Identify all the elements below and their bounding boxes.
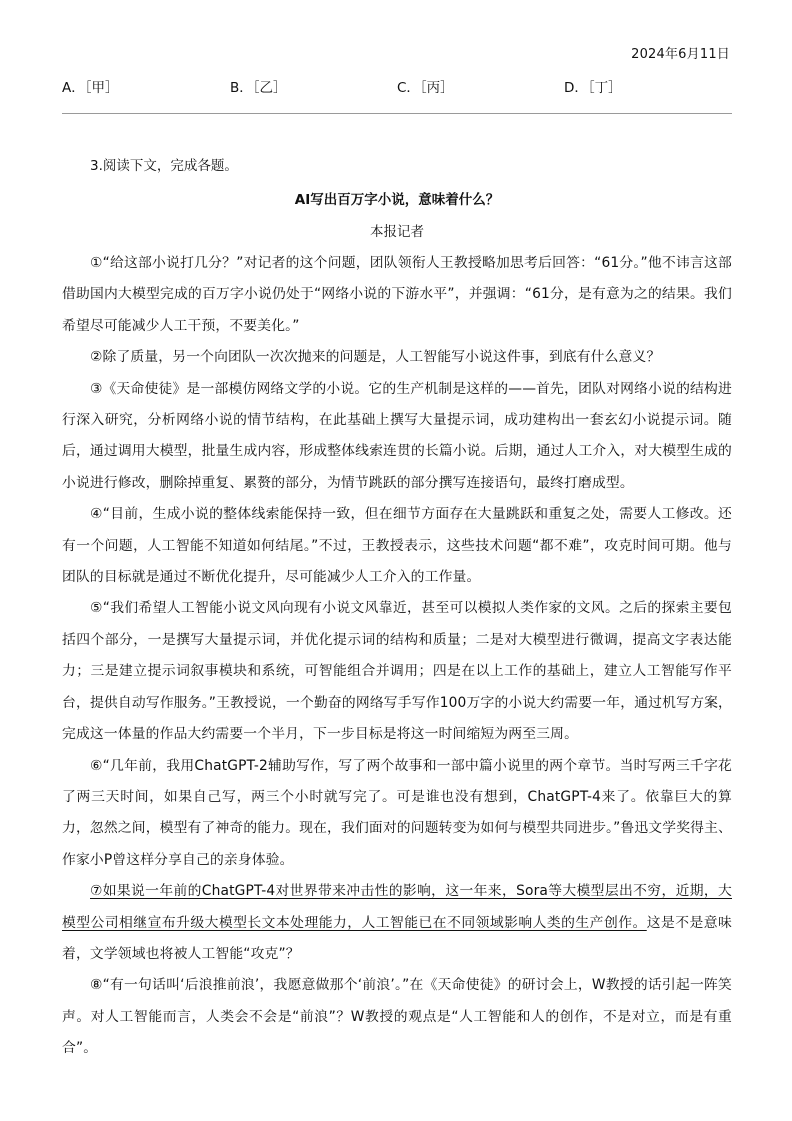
paragraph-7-rest: 这是不是意味着，文学领域也将被人工智能“攻克”？ [62,914,732,962]
paragraph-8: ⑧“有一句话叫‘后浪推前浪’，我愿意做那个‘前浪’。”在《天命使徒》的研讨会上，W教授的话引起一阵笑声。对人工智能而言，人类会不会是“前浪”？W教授的观点是“人工智能和人的创作，不是对立，而是有重合”。 [62,977,732,1057]
option-a[interactable]: A．［甲］ [62,80,119,96]
paragraph-5: ⑤“我们希望人工智能小说文风向现有小说文风靠近，甚至可以模拟人类作家的文风。之后的探索主要包括四个部分，一是撰写大量提示词，并优化提示词的结构和质量；二是对大模型进行微调，提高文字表达能力；三是建立提示词叙事模块和系统，可智能组合并调用；四是在以上工作的基础上，建立人工智能写作平台，提供自动写作服务。”王教授说，一个勤奋的网络写手写作100万字的小说大约需要一年，通过机写方案，完成这一体量的作品大约需要一个半月，下一步目标是将这一时间缩短为两至三周。 [62,600,732,743]
paragraph-1: ①“给这部小说打几分？”对记者的这个问题，团队领衔人王教授略加思考后回答：“61分。”他不讳言这部借助国内大模型完成的百万字小说仍处于“网络小说的下游水平”，并强调：“61分，是有意为之的结果。我们希望尽可能减少人工干预，不要美化。” [62,255,732,334]
paragraph-6: ⑥“几年前，我用ChatGPT-2辅助写作，写了两个故事和一部中篇小说里的两个章节。当时写两三千字花了两三天时间，如果自己写，两三个小时就写完了。可是谁也没有想到，ChatGPT-4来了。依靠巨大的算力，忽然之间，模型有了神奇的能力。现在，我们面对的问题转变为如何与模型共同进步。”鲁迅文学奖得主、作家小P曾这样分享自己的亲身体验。 [62,757,732,868]
option-c[interactable]: C．［丙］ [397,80,454,96]
paragraph-4: ④“目前，生成小说的整体线索能保持一致，但在细节方面存在大量跳跃和重复之处，需要人工修改。还有一个问题，人工智能不知道如何结尾。”不过，王教授表示，这些技术问题“都不难”，攻克时间可期。他与团队的目标就是通过不断优化提升，尽可能减少人工介入的工作量。 [62,506,732,586]
question-prompt: 3.阅读下文，完成各题。 [90,158,238,174]
paragraph-7 [62,876,732,970]
underlined-passage: ⑦如果说一年前的ChatGPT-4对世界带来冲击性的影响，这一年来，Sora等大模型层出不穷，近期，大模型公司相继宣布升级大模型长文本处理能力，人工智能已在不同领域影响人类的生产创作。 [62,883,732,931]
paragraph-2: ②除了质量，另一个向团队一次次抛来的问题是，人工智能写小说这件事，到底有什么意义？ [90,349,661,366]
date-header: 2024年6月11日 [631,47,730,62]
article-byline: 本报记者 [370,224,424,240]
option-d[interactable]: D．［丁］ [564,80,622,96]
answer-options [62,76,732,98]
paragraph-3: ③《天命使徒》是一部模仿网络文学的小说。它的生产机制是这样的——首先，团队对网络小说的结构进行深入研究，分析网络小说的情节结构，在此基础上撰写大量提示词，成功建构出一套玄幻小说提示词。随后，通过调用大模型，批量生成内容，形成整体线索连贯的长篇小说。后期，通过人工介入，对大模型生成的小说进行修改，删除掉重复、累赘的部分，为情节跳跃的部分撰写连接语句，最终打磨成型。 [62,380,732,491]
article-body [62,248,732,1065]
option-b[interactable]: B．［乙］ [230,80,287,96]
divider [62,113,732,114]
article-title: AI写出百万字小说，意味着什么？ [294,192,500,208]
